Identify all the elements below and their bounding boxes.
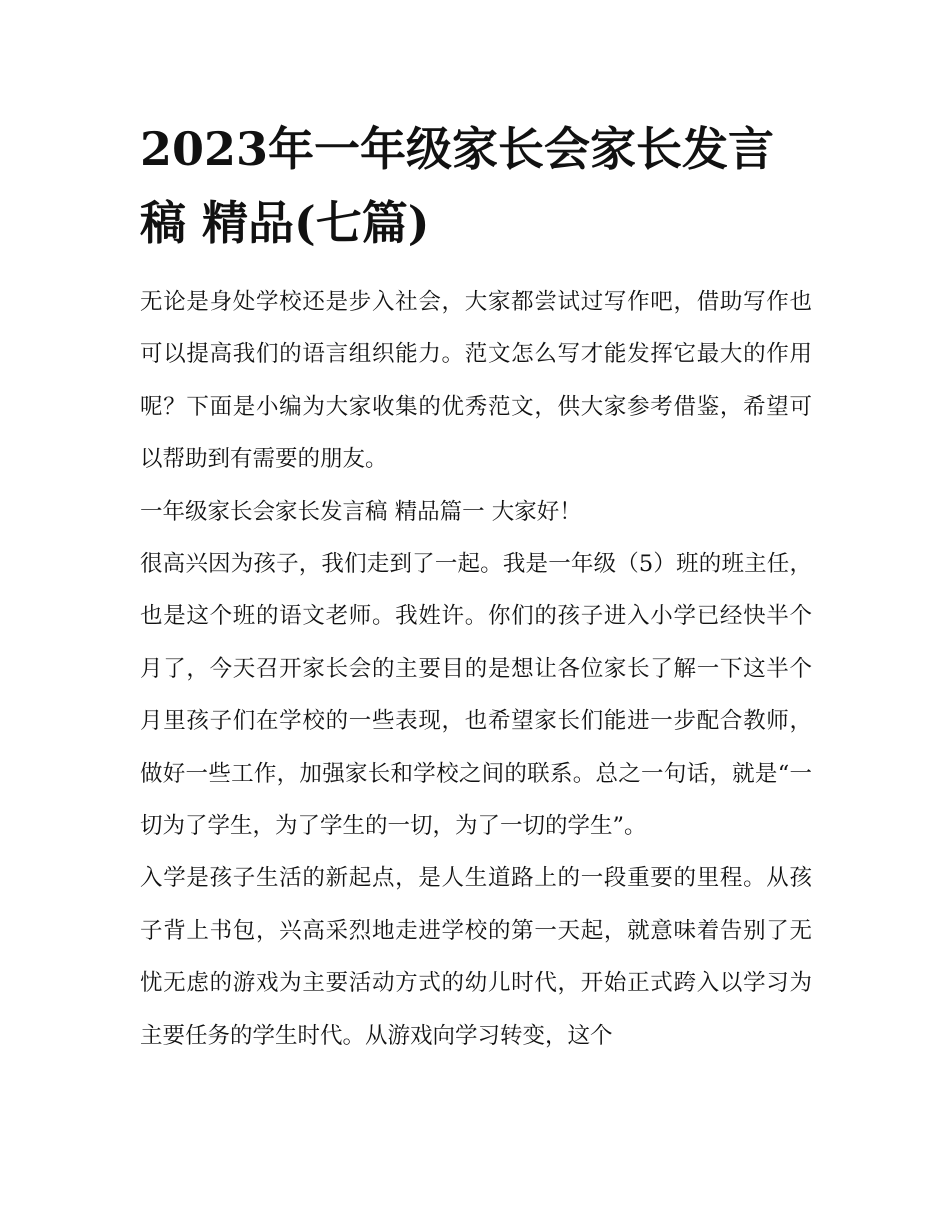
section-heading-paragraph: 一年级家长会家长发言稿 精品篇一 大家好！ [140,498,582,525]
document-page [140,112,812,1062]
body-paragraph: 入学是孩子生活的新起点，是人生道路上的一段重要的里程。从孩子背上书包，兴高采烈地走进学校的第一天起，就意味着告别了无忧无虑的游戏为主要活动方式的幼儿时代，开始正式跨入以学习为主要任务的学生时代。从游戏向学习转变，这个 [140,865,812,1049]
intro-paragraph: 无论是身处学校还是步入社会，大家都尝试过写作吧，借助写作也可以提高我们的语言组织能力。范文怎么写才能发挥它最大的作用呢？下面是小编为大家收集的优秀范文，供大家参考借鉴，希望可以帮助到有需要的朋友。 [140,289,812,473]
document-title: 2023年一年级家长会家长发言稿 精品(七篇) [140,122,775,250]
body-paragraph: 很高兴因为孩子，我们走到了一起。我是一年级（5）班的班主任，也是这个班的语文老师。我姓许。你们的孩子进入小学已经快半个月了，今天召开家长会的主要目的是想让各位家长了解一下这半个月里孩子们在学校的一些表现，也希望家长们能进一步配合教师，做好一些工作，加强家长和学校之间的联系。总之一句话，就是“一切为了学生，为了学生的一切，为了一切的学生”。 [140,551,812,840]
